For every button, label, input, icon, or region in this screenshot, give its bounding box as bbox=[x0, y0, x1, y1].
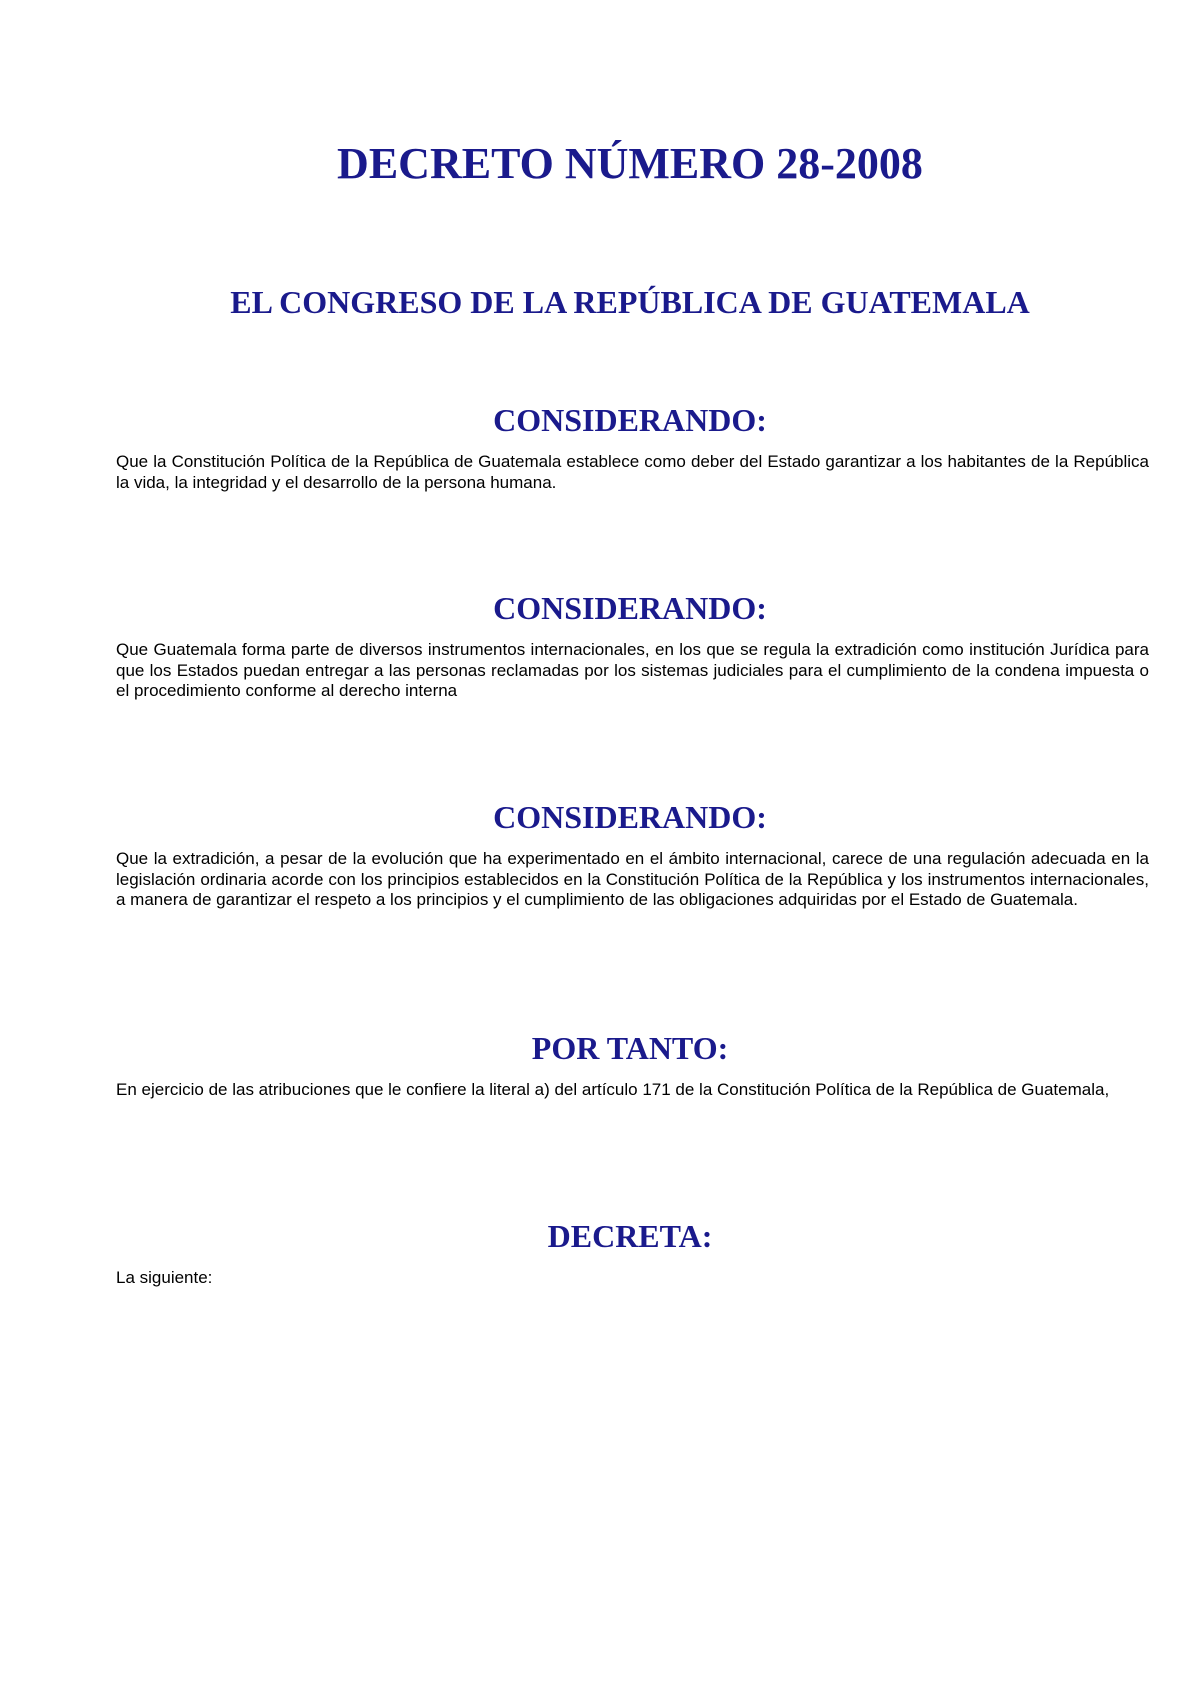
decreta-text: La siguiente: bbox=[116, 1268, 213, 1287]
por-tanto-heading: POR TANTO: bbox=[531, 1030, 729, 1066]
considerando-text-3: Que la extradición, a pesar de la evolución que ha experimentado en el ámbito internacional, carece de una regulación adecuada en la legislación ordinaria acorde con los principios establecidos en la Constitución Política de la República y los instrumentos internacionales, a manera de garantizar el respeto a los principios y el cumplimiento de las obligaciones adquiridas por el Estado de Guatemala. bbox=[116, 849, 1149, 909]
issuer-heading: EL CONGRESO DE LA REPÚBLICA DE GUATEMALA bbox=[230, 284, 1030, 320]
decree-title: DECRETO NÚMERO 28-2008 bbox=[337, 139, 923, 188]
considerando-heading-3: CONSIDERANDO: bbox=[493, 799, 767, 835]
considerando-heading-1: CONSIDERANDO: bbox=[493, 402, 767, 438]
por-tanto-text: En ejercicio de las atribuciones que le confiere la literal a) del artículo 171 de la Constitución Política de la República de Guatemala, bbox=[116, 1080, 1110, 1099]
considerando-text-2: Que Guatemala forma parte de diversos instrumentos internacionales, en los que se regula la extradición como institución Jurídica para que los Estados puedan entregar a las personas reclamadas por los sistemas judiciales para el cumplimiento de la condena impuesta o el procedimiento conforme al derecho interna bbox=[116, 640, 1149, 700]
decreta-heading: DECRETA: bbox=[547, 1218, 713, 1254]
considerando-heading-2: CONSIDERANDO: bbox=[493, 590, 767, 626]
considerando-text-1: Que la Constitución Política de la República de Guatemala establece como deber del Estado garantizar a los habitantes de la República la vida, la integridad y el desarrollo de la persona humana. bbox=[116, 452, 1149, 492]
